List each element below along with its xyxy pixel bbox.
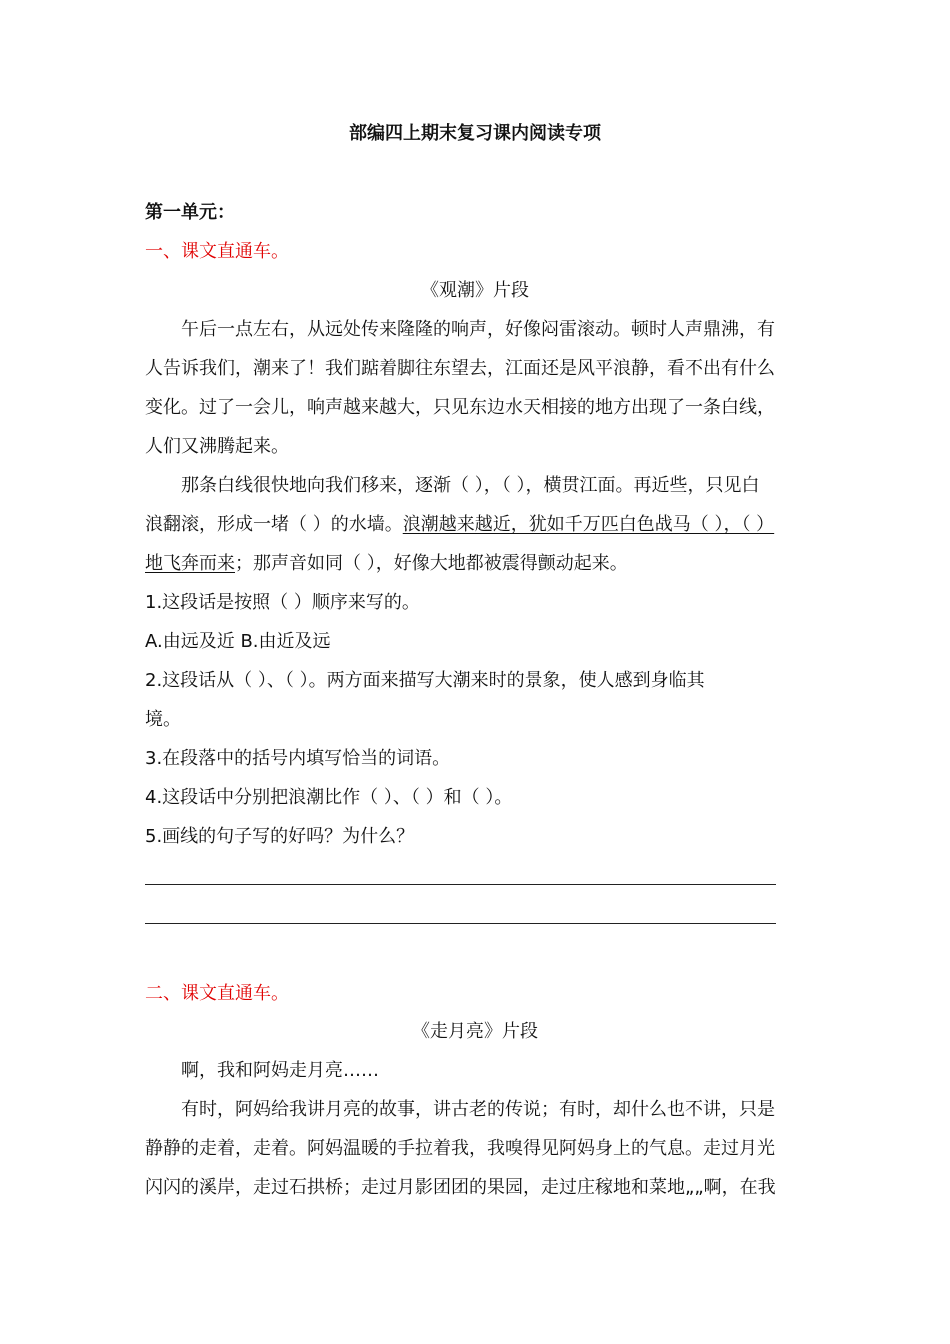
question-3: 3.在段落中的括号内填写恰当的词语。 bbox=[145, 748, 451, 769]
passage-1-line: 午后一点左右，从远处传来隆隆的响声，好像闷雷滚动。顿时人声鼎沸，有 bbox=[181, 319, 775, 340]
passage-text: ；那声音如同（ ），好像大地都被震得颤动起来。 bbox=[235, 553, 628, 574]
passage-1-line: 人告诉我们，潮来了！我们踮着脚往东望去，江面还是风平浪静，看不出有什么 bbox=[145, 358, 775, 379]
passage-2-line: 有时，阿妈给我讲月亮的故事，讲古老的传说；有时，却什么也不讲，只是 bbox=[181, 1099, 775, 1120]
passage-1-line bbox=[145, 514, 774, 536]
unit-heading: 第一单元： bbox=[145, 202, 235, 223]
section-2-heading: 二、课文直通车。 bbox=[145, 983, 289, 1004]
question-2: 2.这段话从（ ）、（ ）。两方面来描写大潮来时的景象，使人感到身临其 bbox=[145, 670, 705, 691]
question-1-options: A.由远及近 B.由近及远 bbox=[145, 631, 331, 652]
question-2-cont: 境。 bbox=[145, 709, 181, 730]
passage-2-line: 静静的走着，走着。阿妈温暖的手拉着我，我嗅得见阿妈身上的气息。走过月光 bbox=[145, 1138, 775, 1159]
passage-2-line: 啊，我和阿妈走月亮…… bbox=[181, 1060, 379, 1081]
question-1: 1.这段话是按照（ ）顺序来写的。 bbox=[145, 592, 420, 613]
passage-1-title: 《观潮》片段 bbox=[421, 280, 529, 301]
underlined-sentence: 浪潮越来越近，犹如千万匹白色战马（ ），（ ） bbox=[402, 514, 775, 535]
answer-line bbox=[145, 923, 776, 924]
passage-1-line bbox=[145, 553, 628, 575]
passage-2-line: 闪闪的溪岸，走过石拱桥；走过月影团团的果园，走过庄稼地和菜地„„啊，在我 bbox=[145, 1177, 776, 1198]
document-title: 部编四上期末复习课内阅读专项 bbox=[349, 123, 601, 144]
question-5: 5.画线的句子写的好吗？为什么？ bbox=[145, 826, 415, 847]
question-4: 4.这段话中分别把浪潮比作（ ）、（ ）和（ ）。 bbox=[145, 787, 513, 808]
passage-1-line: 人们又沸腾起来。 bbox=[145, 436, 289, 457]
answer-line bbox=[145, 884, 776, 885]
passage-1-line: 那条白线很快地向我们移来，逐渐（ ），（ ），横贯江面。再近些，只见白 bbox=[181, 475, 760, 496]
section-1-heading: 一、课文直通车。 bbox=[145, 241, 289, 262]
underlined-sentence: 地飞奔而来 bbox=[145, 553, 235, 574]
passage-text: 浪翻滚，形成一堵（ ）的水墙。 bbox=[145, 514, 403, 535]
passage-2-title: 《走月亮》片段 bbox=[412, 1021, 538, 1042]
passage-1-line: 变化。过了一会儿，响声越来越大，只见东边水天相接的地方出现了一条白线， bbox=[145, 397, 775, 418]
